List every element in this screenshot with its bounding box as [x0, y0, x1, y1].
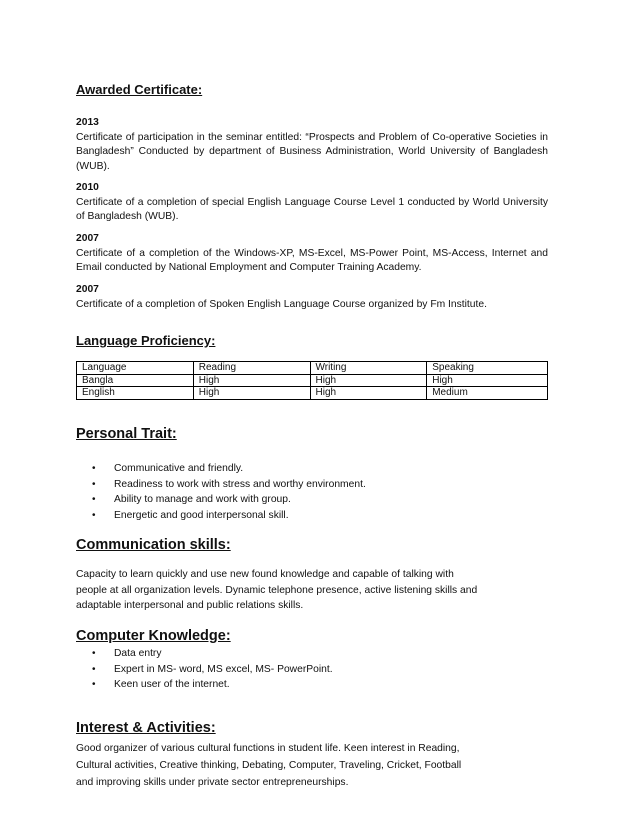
certificate-entry: [76, 283, 548, 312]
table-row: [77, 387, 548, 400]
paragraph-line: adaptable interpersonal and public relations skills.: [76, 600, 304, 611]
table-cell: Medium: [427, 387, 548, 400]
bullet-icon: •: [92, 679, 96, 690]
table-cell: High: [193, 374, 310, 387]
column-header: Language: [77, 362, 194, 375]
bullet-icon: •: [92, 648, 96, 659]
paragraph-line: and improving skills under private sector entrepreneurships.: [76, 777, 349, 788]
certificate-year: 2013: [76, 117, 99, 128]
communication-skills-heading: Communication skills:: [76, 537, 231, 553]
list-item: • Communicative and friendly.: [76, 461, 548, 477]
table-cell: High: [427, 374, 548, 387]
table-cell: Bangla: [77, 374, 194, 387]
awarded-certificate-heading: Awarded Certificate:: [76, 82, 203, 97]
interest-paragraph: [76, 740, 548, 791]
table-cell: High: [310, 374, 427, 387]
paragraph-line: Capacity to learn quickly and use new found knowledge and capable of talking with: [76, 569, 454, 580]
communication-paragraph: [76, 567, 548, 614]
table-row: [77, 374, 548, 387]
bullet-icon: •: [92, 478, 96, 490]
table-header-row: [77, 362, 548, 375]
paragraph-line: Cultural activities, Creative thinking, Debating, Computer, Traveling, Cricket, Football: [76, 760, 462, 771]
certificate-text: Certificate of a completion of Spoken English Language Course organized by Fm Institute.: [76, 298, 487, 310]
table-cell: High: [193, 387, 310, 400]
column-header: Reading: [193, 362, 310, 375]
list-item: • Energetic and good interpersonal skill.: [76, 508, 548, 524]
list-item: • Data entry: [76, 646, 548, 662]
paragraph-line: Good organizer of various cultural functions in student life. Keen interest in Reading,: [76, 743, 460, 754]
personal-trait-list: [76, 461, 548, 523]
certificate-year: 2007: [76, 233, 99, 244]
list-item: • Expert in MS- word, MS excel, MS- PowerPoint.: [76, 662, 548, 678]
certificate-year: 2010: [76, 182, 99, 193]
list-item: • Ability to manage and work with group.: [76, 492, 548, 508]
column-header: Speaking: [427, 362, 548, 375]
bullet-icon: •: [92, 509, 96, 521]
column-header: Writing: [310, 362, 427, 375]
computer-knowledge-list: [76, 646, 548, 693]
certificate-entry: [76, 181, 548, 225]
certificate-entry: [76, 116, 548, 174]
list-item: • Readiness to work with stress and worthy environment.: [76, 477, 548, 493]
computer-knowledge-heading: Computer Knowledge:: [76, 628, 231, 644]
personal-trait-heading: Personal Trait:: [76, 426, 177, 442]
certificate-text: Certificate of a completion of the Windows-XP, MS-Excel, MS-Power Point, MS-Access, Internet and Email conducted by National Employment and Computer Training Academy.: [76, 247, 548, 274]
table-cell: High: [310, 387, 427, 400]
table-cell: English: [77, 387, 194, 400]
certificate-text: Certificate of participation in the seminar entitled: “Prospects and Problem of Co-operative Societies in Bangladesh” Conducted by department of Business Administration, World University of Bangladesh (WUB).: [76, 131, 548, 172]
certificate-entry: [76, 232, 548, 276]
bullet-icon: •: [92, 463, 96, 474]
bullet-icon: •: [92, 494, 96, 505]
bullet-icon: •: [92, 663, 96, 675]
language-proficiency-heading: Language Proficiency:: [76, 333, 216, 348]
paragraph-line: people at all organization levels. Dynamic telephone presence, active listening skills and: [76, 584, 478, 596]
certificate-year: 2007: [76, 284, 99, 295]
language-table: [76, 361, 548, 400]
certificate-text: Certificate of a completion of special English Language Course Level 1 conducted by World University of Bangladesh (WUB).: [76, 196, 548, 223]
list-item: • Keen user of the internet.: [76, 677, 548, 693]
interest-activities-heading: Interest & Activities:: [76, 720, 216, 736]
